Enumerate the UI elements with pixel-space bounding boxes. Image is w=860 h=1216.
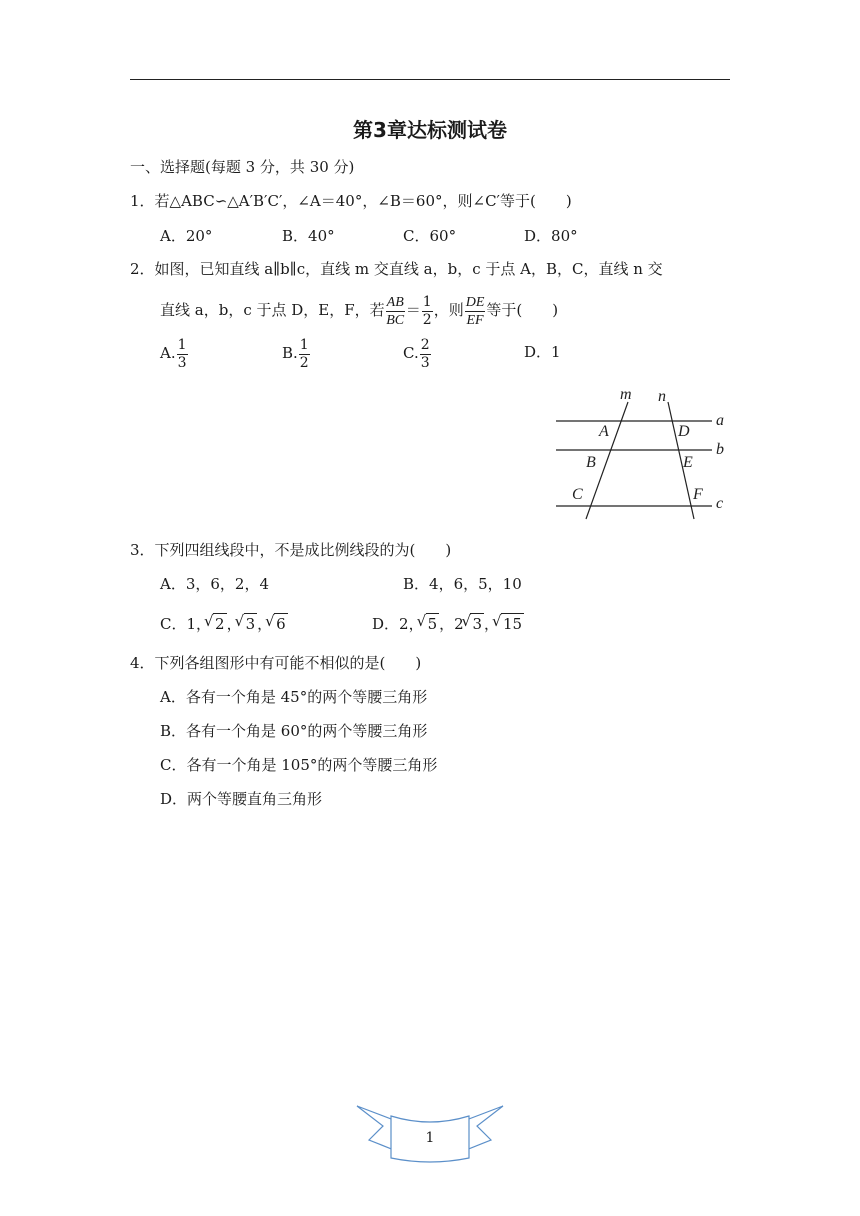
fraction-de-ef xyxy=(465,294,486,329)
label-m: m xyxy=(620,386,632,403)
label-point-a: A xyxy=(599,423,609,440)
question-1-text: 1．若△ABC∽△A′B′C′，∠A＝40°，∠B＝60°，则∠C′等于( ) xyxy=(130,192,572,210)
q2-suffix: 等于( ) xyxy=(486,301,559,319)
option-prefix: C．1， xyxy=(160,615,212,633)
q2-mid-text: ，则 xyxy=(433,301,464,319)
label-point-d: D xyxy=(678,423,690,440)
q3-option-b: B．4，6，5，10 xyxy=(403,575,522,593)
frac-numerator: DE xyxy=(465,294,485,310)
fraction-ab-bc xyxy=(386,294,405,329)
question-2-line2 xyxy=(160,292,558,329)
q4-option-b: B．各有一个角是 60°的两个等腰三角形 xyxy=(160,722,428,740)
question-3-text: 3．下列四组线段中，不是成比例线段的为( ) xyxy=(130,541,452,559)
q1-option-b: B．40° xyxy=(282,227,335,245)
frac-denominator: EF xyxy=(466,312,484,328)
sqrt-2: √ 2 xyxy=(213,613,227,634)
q3-option-d xyxy=(372,613,524,634)
sqrt-5: √ 5 xyxy=(426,613,440,634)
sqrt-15: √ 15 xyxy=(501,613,524,634)
q2-option-a xyxy=(160,335,189,372)
option-label: C. xyxy=(403,344,419,362)
frac-denominator: 2 xyxy=(422,311,432,328)
frac-numerator: AB xyxy=(386,294,404,310)
sqrt-6: √ 6 xyxy=(274,613,288,634)
label-b: b xyxy=(716,441,724,458)
separator: ， xyxy=(483,615,499,633)
label-point-c: C xyxy=(572,486,583,503)
frac-numerator: 1 xyxy=(422,293,432,310)
fraction-one-third xyxy=(177,337,188,372)
option-label: B. xyxy=(282,344,298,362)
option-label: A. xyxy=(160,344,176,362)
parallel-lines-figure xyxy=(548,382,738,522)
header-rule xyxy=(130,79,730,80)
frac-denominator: 3 xyxy=(420,354,430,371)
q1-option-c: C．60° xyxy=(403,227,457,245)
question-2-line1: 2．如图，已知直线 a∥b∥c，直线 m 交直线 a，b，c 于点 A，B，C，直线 n 交 xyxy=(130,260,663,278)
page-number-ribbon xyxy=(355,1102,505,1164)
frac-denominator: 2 xyxy=(299,354,309,371)
q1-option-d: D．80° xyxy=(524,227,578,245)
fraction-two-thirds xyxy=(420,337,431,372)
label-c: c xyxy=(716,495,724,512)
option-prefix: D．2， xyxy=(372,615,424,633)
label-a: a xyxy=(716,412,724,429)
frac-denominator: 3 xyxy=(177,354,187,371)
sqrt-3: √ 3 xyxy=(470,613,484,634)
q2-option-d: D．1 xyxy=(524,343,561,361)
separator: ， xyxy=(226,615,242,633)
q1-option-a: A．20° xyxy=(160,227,213,245)
frac-numerator: 2 xyxy=(420,336,430,353)
fraction-one-half xyxy=(299,337,310,372)
page-title: 第3章达标测试卷 xyxy=(353,118,507,142)
label-point-e: E xyxy=(683,454,693,471)
q2-line2-prefix: 直线 a，b，c 于点 D，E，F，若 xyxy=(160,301,385,319)
label-n: n xyxy=(658,388,666,405)
q2-option-b xyxy=(282,335,311,372)
question-4-text: 4．下列各组图形中有可能不相似的是( ) xyxy=(130,654,422,672)
section-heading: 一、选择题(每题 3 分，共 30 分) xyxy=(130,158,355,176)
frac-numerator: 1 xyxy=(177,336,187,353)
frac-denominator: BC xyxy=(386,312,405,328)
sqrt-3: √ 3 xyxy=(244,613,258,634)
page-number: 1 xyxy=(425,1130,435,1146)
label-point-f: F xyxy=(693,486,703,503)
q4-option-a: A．各有一个角是 45°的两个等腰三角形 xyxy=(160,688,428,706)
equals-sign: ＝ xyxy=(405,301,421,319)
q3-option-c xyxy=(160,613,288,634)
q4-option-d: D．两个等腰直角三角形 xyxy=(160,790,323,808)
q3-option-a: A．3，6，2，4 xyxy=(160,575,270,593)
label-point-b: B xyxy=(586,454,596,471)
frac-numerator: 1 xyxy=(299,336,309,353)
separator: ， xyxy=(257,615,273,633)
separator: ，2 xyxy=(439,615,469,633)
fraction-one-half xyxy=(422,294,433,329)
q4-option-c: C．各有一个角是 105°的两个等腰三角形 xyxy=(160,756,438,774)
q2-option-c xyxy=(403,335,432,372)
